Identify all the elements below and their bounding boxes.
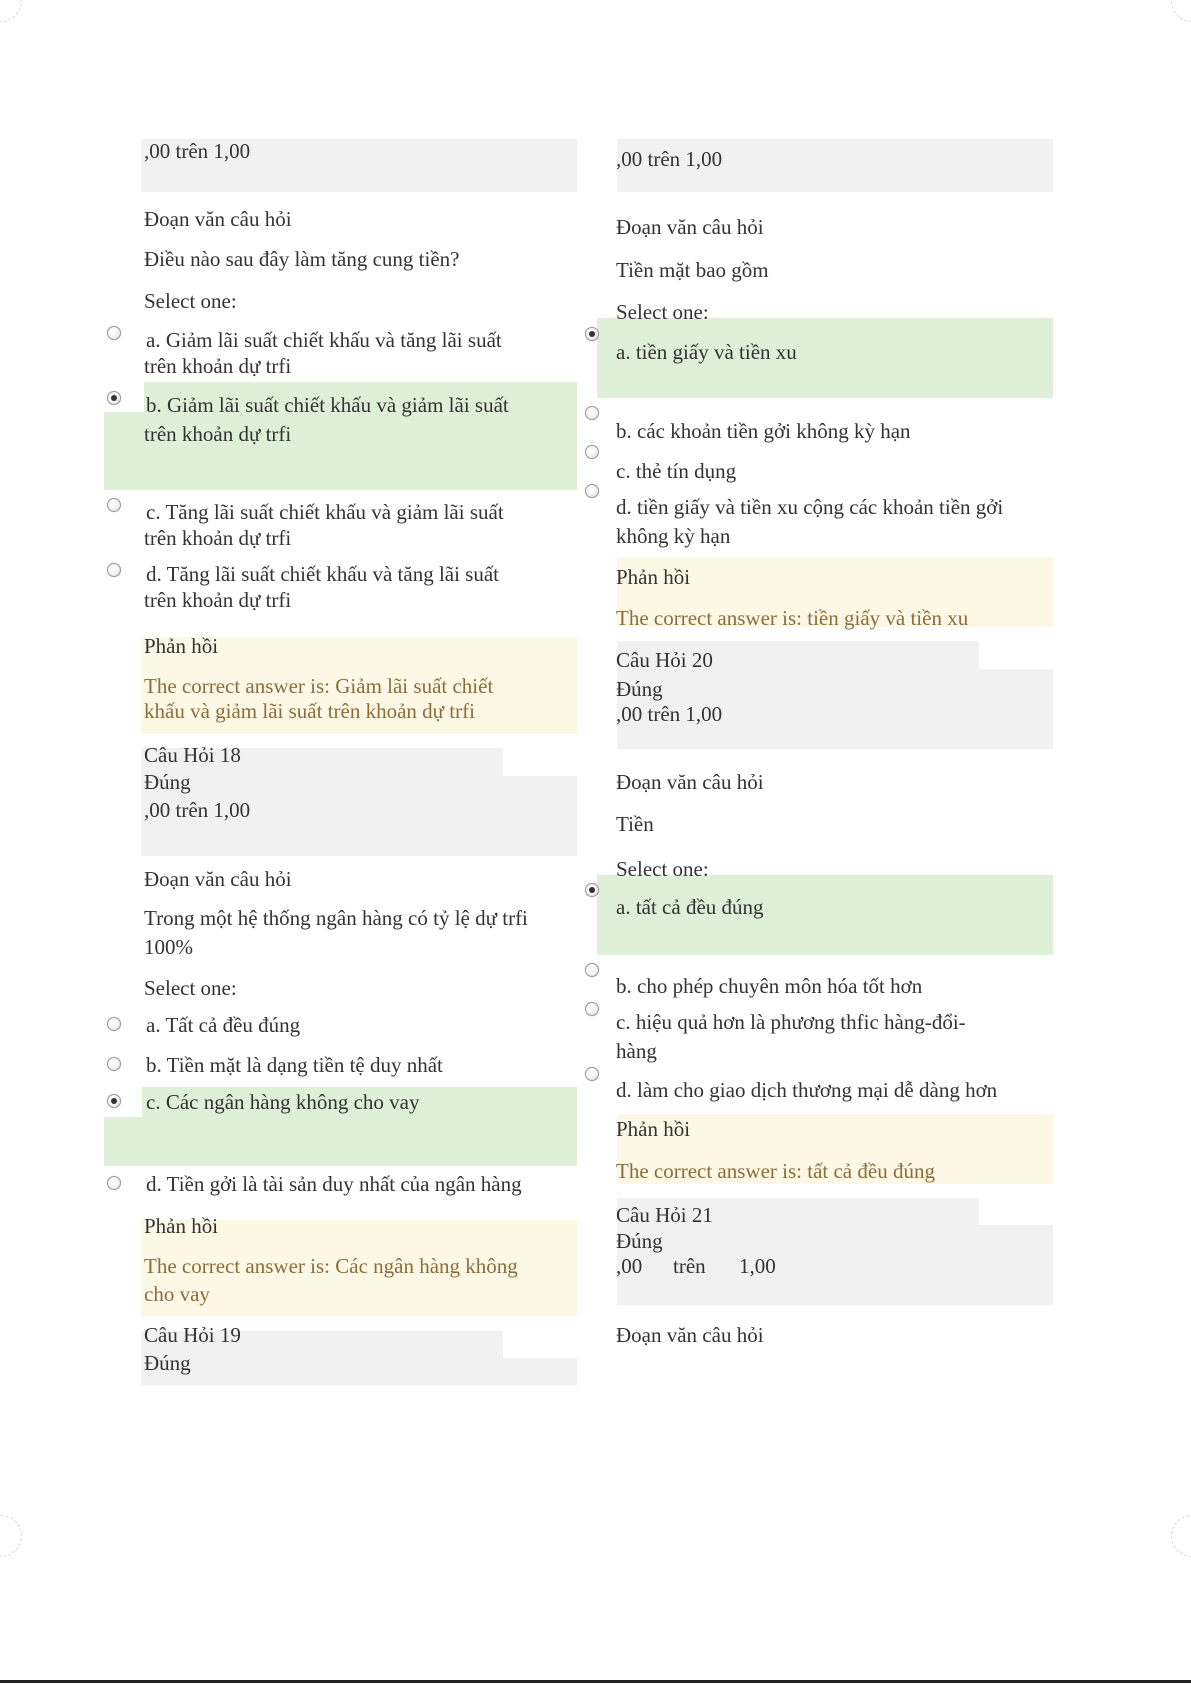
option-b-label[interactable]: b. các khoản tiền gởi không kỳ hạn [616,419,911,443]
question-number: Câu Hỏi 21 [616,1203,713,1227]
page-corner [0,0,22,22]
question-text: Điều nào sau đây làm tăng cung tiền? [144,247,460,271]
option-c-radio[interactable] [107,1094,121,1108]
grade-text: ,00 trên 1,00 [616,702,723,726]
option-d-label-cont[interactable]: không kỳ hạn [616,524,731,548]
question-number: Câu Hỏi 20 [616,648,713,672]
option-a-label[interactable]: a. Tất cả đều đúng [146,1013,301,1037]
question-text-cont: 100% [144,935,193,959]
question-status: Đúng [616,677,663,701]
option-b-label[interactable]: b. Giảm lãi suất chiết khấu và giảm lãi suất [146,393,509,417]
option-b-radio[interactable] [585,406,599,420]
option-a-radio[interactable] [585,327,599,341]
question-status: Đúng [616,1229,663,1253]
option-d-radio[interactable] [585,1067,599,1081]
option-a-radio[interactable] [107,1017,121,1031]
option-b-radio[interactable] [585,963,599,977]
option-d-label[interactable]: d. Tăng lãi suất chiết khấu và tăng lãi suất [146,562,500,586]
feedback-text: The correct answer is: Các ngân hàng không [144,1254,518,1278]
option-d-label-cont[interactable]: trên khoản dự trfi [144,588,292,612]
option-a-radio[interactable] [585,883,599,897]
question-number: Câu Hỏi 19 [144,1323,241,1347]
option-d-label[interactable]: d. làm cho giao dịch thương mại dễ dàng hơn [616,1078,998,1102]
page-bottom-edge [0,1680,1191,1683]
question-section-label: Đoạn văn câu hỏi [616,1323,764,1347]
feedback-text-cont: khấu và giảm lãi suất trên khoản dự trfi [144,699,475,723]
question-text: Trong một hệ thống ngân hàng có tỷ lệ dự trfi [144,906,528,930]
question-status: Đúng [144,1351,191,1375]
option-d-radio[interactable] [107,563,121,577]
grade-text: ,00 trên 1,00 [616,147,723,171]
option-b-radio[interactable] [107,1057,121,1071]
grade-text: ,00 trên 1,00 [144,139,251,163]
grade-separator: trên [673,1254,706,1278]
select-one-label: Select one: [616,857,709,881]
option-d-radio[interactable] [107,1176,121,1190]
question-section-label: Đoạn văn câu hỏi [616,215,764,239]
question-text: Tiền [616,812,654,836]
feedback-title: Phản hồi [144,634,219,658]
question-status: Đúng [144,770,191,794]
question-number: Câu Hỏi 18 [144,743,241,767]
option-c-label[interactable]: c. Tăng lãi suất chiết khấu và giảm lãi suất [146,500,504,524]
option-b-label[interactable]: b. cho phép chuyên môn hóa tốt hơn [616,974,923,998]
option-c-radio[interactable] [585,445,599,459]
question-text: Tiền mặt bao gồm [616,258,769,282]
option-b-radio[interactable] [107,391,121,405]
page-corner [1171,0,1191,22]
option-c-label[interactable]: c. hiệu quả hơn là phương thfic hàng-đổi- [616,1010,966,1034]
option-d-label[interactable]: d. tiền giấy và tiền xu cộng các khoản tiền gởi [616,495,1004,519]
grade-max: 1,00 [739,1254,776,1278]
feedback-text: The correct answer is: Giảm lãi suất chiết [144,674,494,698]
select-one-label: Select one: [144,976,237,1000]
page-corner [0,1515,22,1557]
question-section-label: Đoạn văn câu hỏi [144,867,292,891]
option-c-radio[interactable] [585,1002,599,1016]
option-c-label-cont[interactable]: trên khoản dự trfi [144,526,292,550]
option-a-label-cont[interactable]: trên khoản dự trfi [144,354,292,378]
option-d-label[interactable]: d. Tiền gởi là tài sản duy nhất của ngân hàng [146,1172,522,1196]
option-a-label[interactable]: a. tiền giấy và tiền xu [616,340,797,364]
option-c-label[interactable]: c. thẻ tín dụng [616,459,737,483]
select-one-label: Select one: [144,289,237,313]
option-d-radio[interactable] [585,484,599,498]
page-corner [1171,1515,1191,1557]
option-a-radio[interactable] [107,326,121,340]
grade-value: ,00 [616,1254,643,1278]
question-info-box [141,1358,577,1385]
feedback-text: The correct answer is: tiền giấy và tiền xu [616,606,969,630]
question-section-label: Đoạn văn câu hỏi [144,207,292,231]
option-b-label-cont[interactable]: trên khoản dự trfi [144,422,292,446]
feedback-title: Phản hồi [144,1214,219,1238]
feedback-title: Phản hồi [616,565,691,589]
feedback-text: The correct answer is: tất cả đều đúng [616,1159,935,1183]
option-b-label[interactable]: b. Tiền mặt là dạng tiền tệ duy nhất [146,1053,443,1077]
feedback-title: Phản hồi [616,1117,691,1141]
feedback-text-cont: cho vay [144,1282,210,1306]
option-c-label-cont[interactable]: hàng [616,1039,657,1063]
option-a-label[interactable]: a. Giảm lãi suất chiết khấu và tăng lãi suất [146,328,502,352]
option-c-label[interactable]: c. Các ngân hàng không cho vay [146,1090,420,1114]
option-a-label[interactable]: a. tất cả đều đúng [616,895,764,919]
question-section-label: Đoạn văn câu hỏi [616,770,764,794]
option-c-radio[interactable] [107,498,121,512]
select-one-label: Select one: [616,300,709,324]
grade-text: ,00 trên 1,00 [144,798,251,822]
